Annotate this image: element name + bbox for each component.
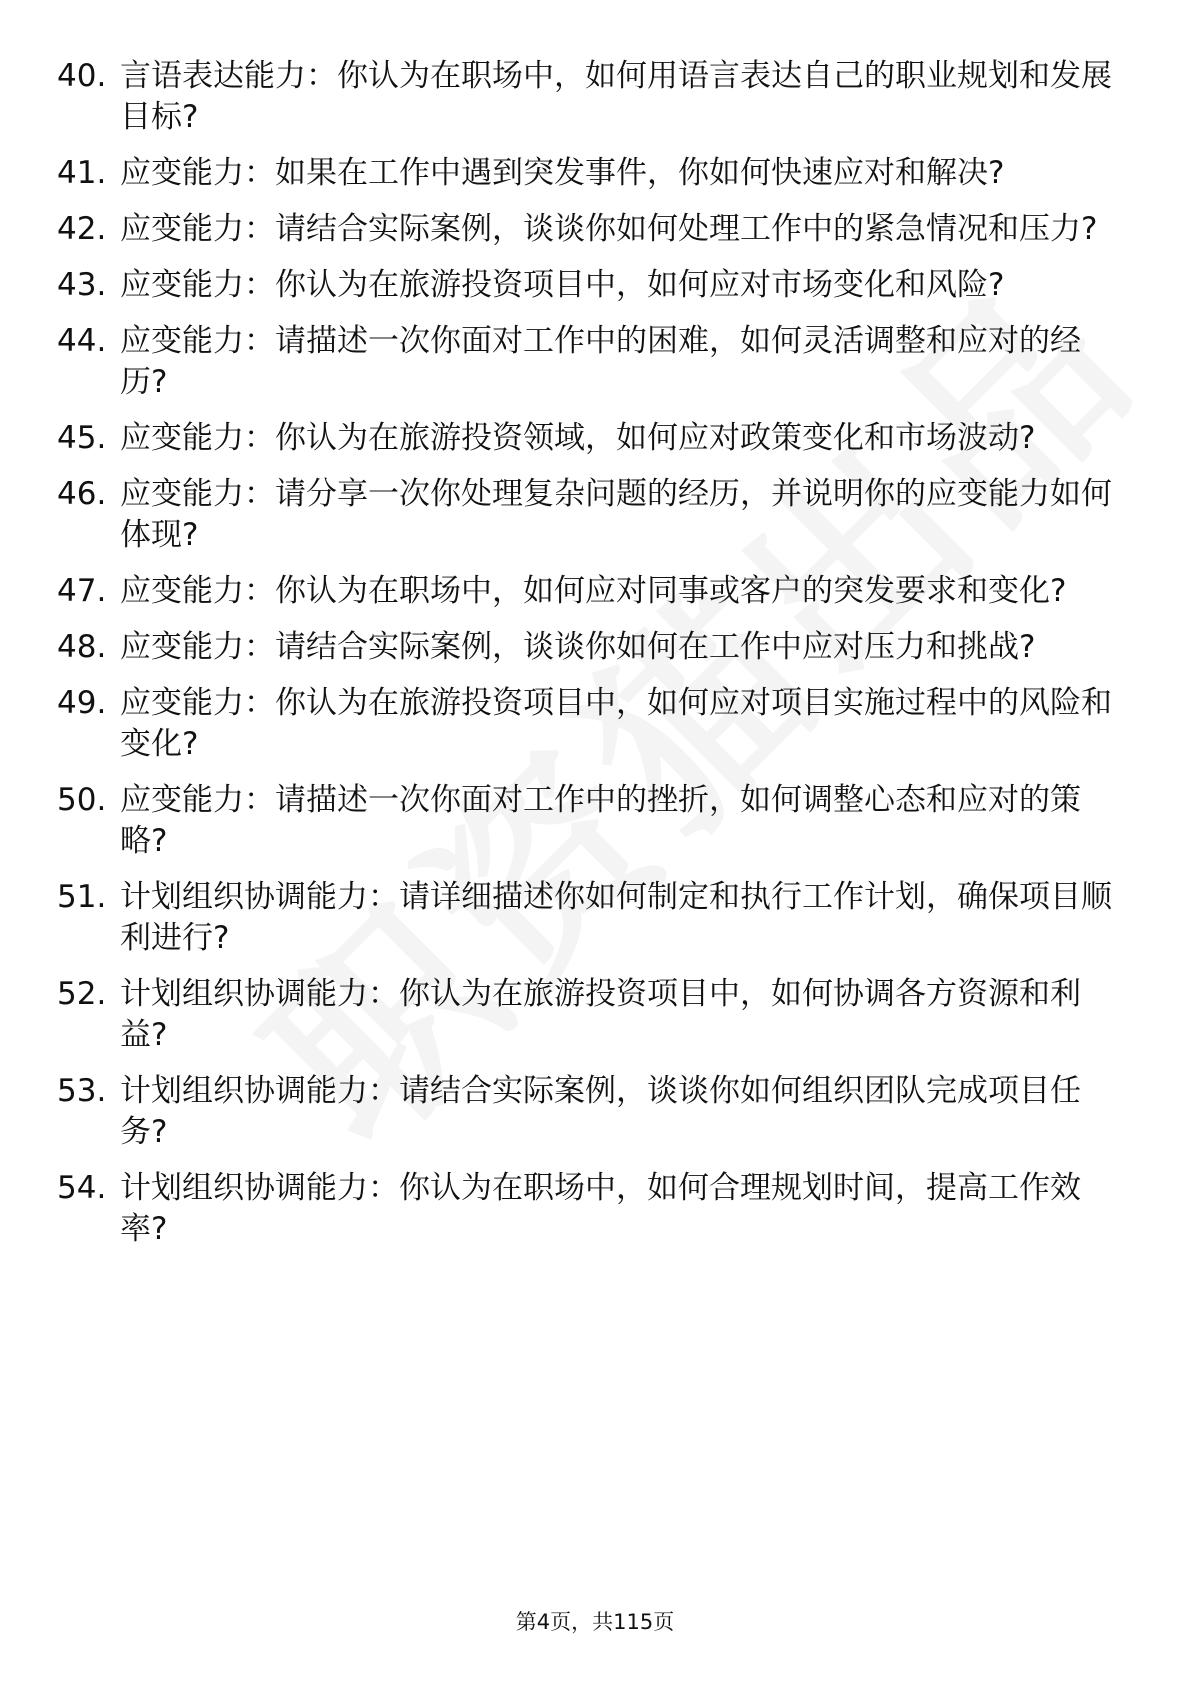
question-item bbox=[57, 474, 1117, 556]
question-number: 52. bbox=[57, 976, 107, 1012]
question-text: 应变能力：你认为在职场中，如何应对同事或客户的突发要求和变化? bbox=[120, 573, 1067, 609]
question-text: 计划组织协调能力：你认为在职场中，如何合理规划时间，提高工作效率? bbox=[120, 1170, 1081, 1247]
question-text: 应变能力：你认为在旅游投资项目中，如何应对项目实施过程中的风险和变化? bbox=[120, 685, 1112, 762]
question-number: 44. bbox=[57, 323, 107, 359]
question-number: 54. bbox=[57, 1170, 107, 1206]
question-text: 应变能力：你认为在旅游投资项目中，如何应对市场变化和风险? bbox=[120, 267, 1005, 303]
question-item bbox=[57, 209, 1117, 250]
question-number: 42. bbox=[57, 211, 107, 247]
question-number: 46. bbox=[57, 476, 107, 512]
question-number: 51. bbox=[57, 879, 107, 915]
question-number: 50. bbox=[57, 782, 107, 818]
question-number: 49. bbox=[57, 685, 107, 721]
page-footer: 第4页，共115页 bbox=[515, 1610, 675, 1634]
question-text: 应变能力：请结合实际案例，谈谈你如何处理工作中的紧急情况和压力? bbox=[120, 211, 1098, 247]
question-item bbox=[57, 974, 1117, 1056]
question-item bbox=[57, 780, 1117, 862]
question-item bbox=[57, 56, 1117, 138]
question-text: 言语表达能力：你认为在职场中，如何用语言表达自己的职业规划和发展目标? bbox=[120, 58, 1112, 135]
question-list bbox=[57, 56, 1117, 1265]
question-item bbox=[57, 627, 1117, 668]
question-text: 应变能力：请描述一次你面对工作中的困难，如何灵活调整和应对的经历? bbox=[120, 323, 1081, 400]
question-number: 53. bbox=[57, 1073, 107, 1109]
question-item bbox=[57, 321, 1117, 403]
question-text: 应变能力：如果在工作中遇到突发事件，你如何快速应对和解决? bbox=[120, 155, 1005, 191]
question-text: 应变能力：请结合实际案例，谈谈你如何在工作中应对压力和挑战? bbox=[120, 629, 1036, 665]
question-number: 43. bbox=[57, 267, 107, 303]
question-text: 应变能力：请描述一次你面对工作中的挫折，如何调整心态和应对的策略? bbox=[120, 782, 1081, 859]
question-item bbox=[57, 418, 1117, 459]
question-item bbox=[57, 1071, 1117, 1153]
question-text: 计划组织协调能力：请结合实际案例，谈谈你如何组织团队完成项目任务? bbox=[120, 1073, 1081, 1150]
question-item bbox=[57, 153, 1117, 194]
question-text: 应变能力：请分享一次你处理复杂问题的经历，并说明你的应变能力如何体现? bbox=[120, 476, 1112, 553]
question-item bbox=[57, 265, 1117, 306]
question-text: 计划组织协调能力：请详细描述你如何制定和执行工作计划，确保项目顺利进行? bbox=[120, 879, 1112, 956]
question-item bbox=[57, 1168, 1117, 1250]
question-number: 41. bbox=[57, 155, 107, 191]
question-number: 45. bbox=[57, 420, 107, 456]
question-number: 40. bbox=[57, 58, 107, 94]
question-item bbox=[57, 877, 1117, 959]
question-item bbox=[57, 571, 1117, 612]
question-number: 47. bbox=[57, 573, 107, 609]
question-text: 应变能力：你认为在旅游投资领域，如何应对政策变化和市场波动? bbox=[120, 420, 1036, 456]
question-number: 48. bbox=[57, 629, 107, 665]
question-item bbox=[57, 683, 1117, 765]
question-text: 计划组织协调能力：你认为在旅游投资项目中，如何协调各方资源和利益? bbox=[120, 976, 1081, 1053]
